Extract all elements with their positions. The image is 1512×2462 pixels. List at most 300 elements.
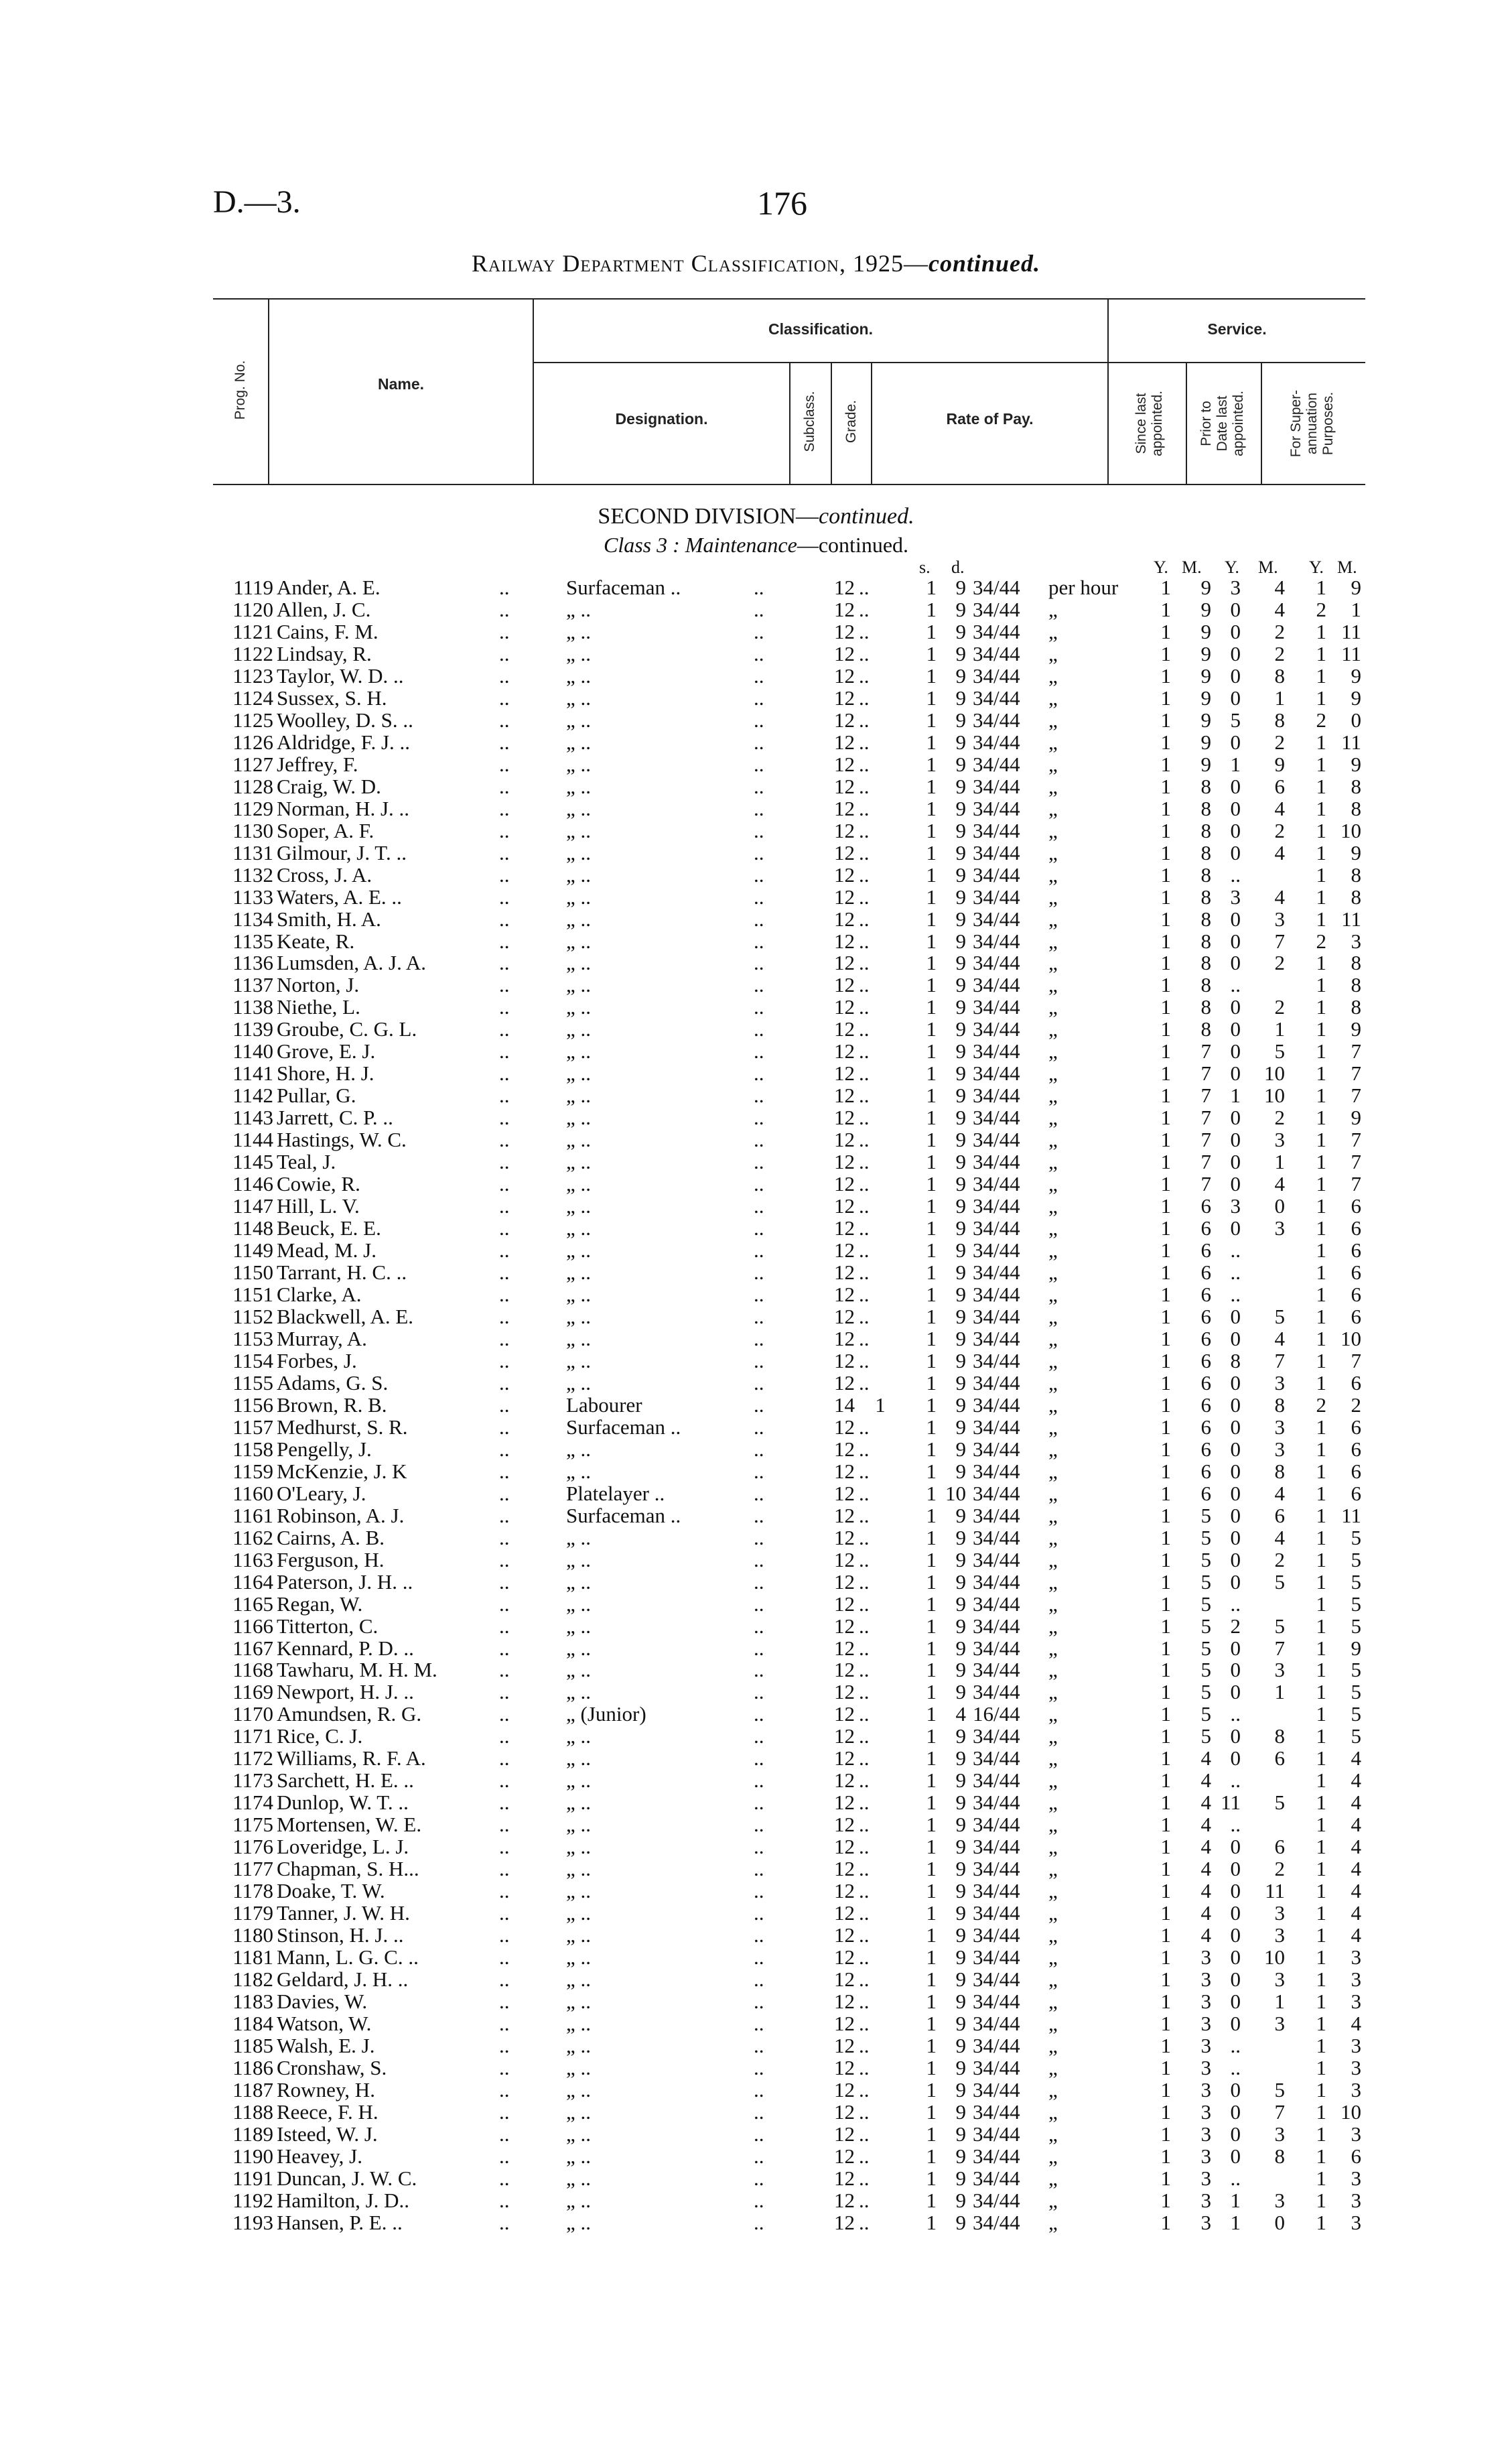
name-cell: Beuck, E. E. xyxy=(277,1216,381,1240)
leader-dots: .. xyxy=(859,774,870,798)
since-last-years-cell: 1 xyxy=(1160,686,1171,710)
designation-cell: „ .. xyxy=(566,1658,592,1682)
pay-pence-cell: 9 xyxy=(955,1392,966,1417)
prior-years-cell: 0 xyxy=(1230,619,1241,643)
prior-years-cell: .. xyxy=(1230,2033,1241,2057)
prior-years-cell: .. xyxy=(1230,2166,1241,2190)
since-last-years-cell: 1 xyxy=(1160,752,1171,776)
prior-years-cell: 0 xyxy=(1230,774,1241,798)
pay-shillings-cell: 1 xyxy=(926,576,937,599)
subclass-cell: 12 xyxy=(834,1525,855,1549)
unit-shillings: s. xyxy=(919,558,931,577)
name-cell: Hastings, W. C. xyxy=(277,1128,407,1152)
table-row xyxy=(0,1527,1512,1549)
pay-unit-cell: „ xyxy=(1048,663,1058,688)
name-cell: Clarke, A. xyxy=(277,1283,362,1306)
leader-dots: .. xyxy=(499,1503,510,1527)
superannuation-years-cell: 1 xyxy=(1316,1283,1326,1306)
superannuation-years-cell: 1 xyxy=(1316,1658,1326,1682)
name-cell: Grove, E. J. xyxy=(277,1039,376,1063)
leader-dots: .. xyxy=(499,2144,510,2168)
prior-years-cell: 5 xyxy=(1230,708,1241,732)
subclass-cell: 12 xyxy=(834,1415,855,1439)
pay-pence-cell: 9 xyxy=(955,752,966,776)
pay-fraction-cell: 34/44 xyxy=(973,1813,1020,1837)
designation-cell: „ .. xyxy=(566,2033,592,2057)
since-last-years-cell: 1 xyxy=(1160,951,1171,975)
superannuation-months-cell: 4 xyxy=(1351,1768,1361,1793)
pay-fraction-cell: 34/44 xyxy=(973,1106,1020,1130)
pay-fraction-cell: 34/44 xyxy=(973,641,1020,665)
prior-months-cell: 4 xyxy=(1274,1172,1285,1196)
name-cell: Sarchett, H. E. .. xyxy=(277,1768,414,1793)
prior-years-cell: 0 xyxy=(1230,995,1241,1019)
prior-years-cell: 0 xyxy=(1230,1216,1241,1240)
pay-unit-cell: „ xyxy=(1048,2166,1058,2190)
pay-unit-cell: „ xyxy=(1048,1525,1058,1549)
since-last-years-cell: 1 xyxy=(1160,663,1171,688)
name-cell: Paterson, J. H. .. xyxy=(277,1569,413,1594)
subclass-cell: 12 xyxy=(834,663,855,688)
leader-dots: .. xyxy=(499,1525,510,1549)
pay-pence-cell: 9 xyxy=(955,951,966,975)
subclass-cell: 12 xyxy=(834,1901,855,1925)
table-row xyxy=(0,1659,1512,1681)
pay-unit-cell: „ xyxy=(1048,619,1058,643)
since-last-months-cell: 3 xyxy=(1200,2055,1211,2079)
prog-no-cell: 1155 xyxy=(232,1370,273,1395)
pay-shillings-cell: 1 xyxy=(926,2033,937,2057)
prog-no-cell: 1149 xyxy=(232,1238,273,1262)
designation-cell: „ .. xyxy=(566,1128,592,1152)
table-row xyxy=(0,1990,1512,2012)
table-row xyxy=(0,1637,1512,1659)
pay-fraction-cell: 34/44 xyxy=(973,1348,1020,1372)
pay-pence-cell: 9 xyxy=(955,576,966,599)
designation-cell: „ .. xyxy=(566,663,592,688)
pay-unit-cell: „ xyxy=(1048,1967,1058,1992)
pay-shillings-cell: 1 xyxy=(926,1348,937,1372)
superannuation-years-cell: 1 xyxy=(1316,885,1326,909)
prog-no-cell: 1180 xyxy=(232,1923,273,1947)
prog-no-cell: 1181 xyxy=(232,1945,273,1969)
prior-months-cell: 3 xyxy=(1274,1370,1285,1395)
pay-fraction-cell: 34/44 xyxy=(973,1370,1020,1395)
prior-years-cell: 0 xyxy=(1230,929,1241,953)
prog-no-cell: 1120 xyxy=(232,597,273,621)
leader-dots: .. xyxy=(754,1746,764,1770)
superannuation-months-cell: 4 xyxy=(1351,1857,1361,1881)
pay-unit-cell: „ xyxy=(1048,2210,1058,2234)
table-row xyxy=(0,1571,1512,1593)
header-grade: Grade. xyxy=(843,399,859,444)
designation-cell: „ .. xyxy=(566,1260,592,1285)
since-last-years-cell: 1 xyxy=(1160,1437,1171,1461)
pay-shillings-cell: 1 xyxy=(926,862,937,887)
pay-fraction-cell: 34/44 xyxy=(973,1746,1020,1770)
prior-years-cell: 0 xyxy=(1230,907,1241,931)
subclass-cell: 14 xyxy=(834,1392,855,1417)
prog-no-cell: 1170 xyxy=(232,1702,273,1726)
designation-cell: Surfaceman .. xyxy=(566,1503,681,1527)
superannuation-months-cell: 4 xyxy=(1351,1923,1361,1947)
prior-months-cell: 8 xyxy=(1274,1459,1285,1483)
pay-shillings-cell: 1 xyxy=(926,1172,937,1196)
designation-cell: „ .. xyxy=(566,951,592,975)
prog-no-cell: 1176 xyxy=(232,1835,273,1859)
leader-dots: .. xyxy=(499,1923,510,1947)
since-last-years-cell: 1 xyxy=(1160,1283,1171,1306)
superannuation-years-cell: 1 xyxy=(1316,1901,1326,1925)
pay-fraction-cell: 34/44 xyxy=(973,951,1020,975)
leader-dots: .. xyxy=(499,862,510,887)
pay-shillings-cell: 1 xyxy=(926,1658,937,1682)
pay-fraction-cell: 34/44 xyxy=(973,576,1020,599)
pay-shillings-cell: 1 xyxy=(926,995,937,1019)
leader-dots: .. xyxy=(754,1791,764,1815)
superannuation-months-cell: 5 xyxy=(1351,1658,1361,1682)
superannuation-months-cell: 6 xyxy=(1351,2144,1361,2168)
designation-cell: „ .. xyxy=(566,907,592,931)
leader-dots: .. xyxy=(754,929,764,953)
table-row xyxy=(0,687,1512,709)
prog-no-cell: 1163 xyxy=(232,1547,273,1571)
name-cell: Forbes, J. xyxy=(277,1348,357,1372)
prog-no-cell: 1182 xyxy=(232,1967,273,1992)
pay-unit-cell: „ xyxy=(1048,1194,1058,1218)
leader-dots: .. xyxy=(754,1614,764,1638)
unit-years-3: Y. xyxy=(1309,558,1324,577)
prior-months-cell: 6 xyxy=(1274,1835,1285,1859)
leader-dots: .. xyxy=(499,1967,510,1992)
leader-dots: .. xyxy=(754,1768,764,1793)
pay-unit-cell: „ xyxy=(1048,907,1058,931)
pay-unit-cell: per hour xyxy=(1048,576,1119,599)
subclass-cell: 12 xyxy=(834,1194,855,1218)
designation-cell: „ .. xyxy=(566,885,592,909)
superannuation-years-cell: 1 xyxy=(1316,2055,1326,2079)
leader-dots: .. xyxy=(754,1525,764,1549)
prior-months-cell: 1 xyxy=(1274,1990,1285,2013)
since-last-years-cell: 1 xyxy=(1160,1481,1171,1505)
pay-pence-cell: 9 xyxy=(955,1636,966,1660)
table-row xyxy=(0,1791,1512,1813)
pay-shillings-cell: 1 xyxy=(926,1481,937,1505)
leader-dots: .. xyxy=(754,840,764,864)
since-last-months-cell: 7 xyxy=(1200,1150,1211,1174)
since-last-years-cell: 1 xyxy=(1160,1791,1171,1815)
table-row xyxy=(0,1725,1512,1747)
name-cell: Woolley, D. S. .. xyxy=(277,708,413,732)
pay-pence-cell: 9 xyxy=(955,686,966,710)
prog-no-cell: 1187 xyxy=(232,2077,273,2101)
header-since-last-appointed: Since last appointed. xyxy=(1133,390,1165,457)
pay-pence-cell: 9 xyxy=(955,1990,966,2013)
pay-fraction-cell: 34/44 xyxy=(973,686,1020,710)
since-last-months-cell: 9 xyxy=(1200,708,1211,732)
leader-dots: .. xyxy=(859,1658,870,1682)
leader-dots: .. xyxy=(754,730,764,754)
leader-dots: .. xyxy=(859,907,870,931)
name-cell: Robinson, A. J. xyxy=(277,1503,405,1527)
leader-dots: .. xyxy=(754,1481,764,1505)
pay-shillings-cell: 1 xyxy=(926,1128,937,1152)
prior-years-cell: 0 xyxy=(1230,1326,1241,1350)
pay-fraction-cell: 34/44 xyxy=(973,862,1020,887)
header-subrule xyxy=(534,362,1365,363)
designation-cell: „ .. xyxy=(566,1592,592,1616)
pay-unit-cell: „ xyxy=(1048,1547,1058,1571)
subclass-cell: 12 xyxy=(834,641,855,665)
superannuation-months-cell: 6 xyxy=(1351,1304,1361,1328)
header-prog-no: Prog. No. xyxy=(232,360,248,420)
leader-dots: .. xyxy=(499,1636,510,1660)
superannuation-years-cell: 1 xyxy=(1316,2144,1326,2168)
superannuation-months-cell: 6 xyxy=(1351,1370,1361,1395)
pay-fraction-cell: 34/44 xyxy=(973,1415,1020,1439)
page-title xyxy=(0,249,1512,277)
since-last-months-cell: 3 xyxy=(1200,2033,1211,2057)
pay-fraction-cell: 34/44 xyxy=(973,597,1020,621)
prog-no-cell: 1140 xyxy=(232,1039,273,1063)
leader-dots: .. xyxy=(859,1702,870,1726)
leader-dots: .. xyxy=(859,1503,870,1527)
pay-shillings-cell: 1 xyxy=(926,686,937,710)
prior-years-cell: .. xyxy=(1230,862,1241,887)
superannuation-years-cell: 1 xyxy=(1316,730,1326,754)
leader-dots: .. xyxy=(754,1128,764,1152)
leader-dots: .. xyxy=(499,818,510,842)
leader-dots: .. xyxy=(499,663,510,688)
since-last-months-cell: 8 xyxy=(1200,862,1211,887)
name-cell: Hamilton, J. D.. xyxy=(277,2188,410,2212)
name-cell: Gilmour, J. T. .. xyxy=(277,840,407,864)
since-last-months-cell: 3 xyxy=(1200,2188,1211,2212)
subclass-cell: 12 xyxy=(834,1945,855,1969)
table-row xyxy=(0,1769,1512,1791)
superannuation-years-cell: 1 xyxy=(1316,840,1326,864)
table-row xyxy=(0,1924,1512,1946)
pay-fraction-cell: 34/44 xyxy=(973,752,1020,776)
since-last-years-cell: 1 xyxy=(1160,774,1171,798)
leader-dots: .. xyxy=(754,1658,764,1682)
superannuation-years-cell: 1 xyxy=(1316,1592,1326,1616)
prior-months-cell: 2 xyxy=(1274,1547,1285,1571)
prior-months-cell: 2 xyxy=(1274,730,1285,754)
leader-dots: .. xyxy=(754,1835,764,1859)
prior-months-cell: 2 xyxy=(1274,818,1285,842)
name-cell: Tanner, J. W. H. xyxy=(277,1901,410,1925)
superannuation-months-cell: 3 xyxy=(1351,2166,1361,2190)
superannuation-months-cell: 6 xyxy=(1351,1283,1361,1306)
prior-months-cell: 4 xyxy=(1274,1326,1285,1350)
pay-fraction-cell: 34/44 xyxy=(973,1238,1020,1262)
prog-no-cell: 1139 xyxy=(232,1017,273,1041)
leader-dots: .. xyxy=(859,1128,870,1152)
leader-dots: .. xyxy=(859,1084,870,1108)
prior-years-cell: 3 xyxy=(1230,1194,1241,1218)
designation-cell: „ .. xyxy=(566,1857,592,1881)
pay-unit-cell: „ xyxy=(1048,1238,1058,1262)
pay-fraction-cell: 34/44 xyxy=(973,1061,1020,1086)
leader-dots: .. xyxy=(754,2011,764,2035)
leader-dots: .. xyxy=(859,1437,870,1461)
name-cell: Titterton, C. xyxy=(277,1614,379,1638)
pay-shillings-cell: 1 xyxy=(926,597,937,621)
leader-dots: .. xyxy=(499,752,510,776)
since-last-months-cell: 9 xyxy=(1200,619,1211,643)
subclass-cell: 12 xyxy=(834,1724,855,1748)
prog-no-cell: 1124 xyxy=(232,686,273,710)
division-continued: continued. xyxy=(819,504,914,529)
table-row xyxy=(0,1084,1512,1106)
subclass-cell: 12 xyxy=(834,1128,855,1152)
superannuation-months-cell: 9 xyxy=(1351,576,1361,599)
pay-fraction-cell: 34/44 xyxy=(973,1150,1020,1174)
unit-years-2: Y. xyxy=(1225,558,1239,577)
name-cell: Rowney, H. xyxy=(277,2077,375,2101)
superannuation-months-cell: 7 xyxy=(1351,1348,1361,1372)
prior-months-cell: 8 xyxy=(1274,663,1285,688)
prior-years-cell: 0 xyxy=(1230,1724,1241,1748)
subclass-cell: 12 xyxy=(834,1084,855,1108)
leader-dots: .. xyxy=(499,1283,510,1306)
superannuation-months-cell: 4 xyxy=(1351,1746,1361,1770)
subclass-cell: 12 xyxy=(834,1680,855,1704)
since-last-years-cell: 1 xyxy=(1160,1238,1171,1262)
pay-unit-cell: „ xyxy=(1048,1636,1058,1660)
since-last-years-cell: 1 xyxy=(1160,1547,1171,1571)
since-last-years-cell: 1 xyxy=(1160,1967,1171,1992)
header-classification: Classification. xyxy=(768,320,873,338)
subclass-cell: 12 xyxy=(834,840,855,864)
prior-months-cell: 3 xyxy=(1274,1901,1285,1925)
since-last-years-cell: 1 xyxy=(1160,2033,1171,2057)
leader-dots: .. xyxy=(859,641,870,665)
table-row xyxy=(0,775,1512,797)
superannuation-years-cell: 1 xyxy=(1316,1614,1326,1638)
prior-months-cell: 10 xyxy=(1264,1084,1285,1108)
since-last-months-cell: 3 xyxy=(1200,2077,1211,2101)
name-cell: Medhurst, S. R. xyxy=(277,1415,408,1439)
since-last-years-cell: 1 xyxy=(1160,2210,1171,2234)
superannuation-months-cell: 9 xyxy=(1351,1017,1361,1041)
subclass-cell: 12 xyxy=(834,1990,855,2013)
prior-years-cell: 0 xyxy=(1230,1658,1241,1682)
unit-months-1: M. xyxy=(1182,558,1202,577)
prior-years-cell: .. xyxy=(1230,1813,1241,1837)
prior-months-cell: 1 xyxy=(1274,1150,1285,1174)
pay-unit-cell: „ xyxy=(1048,1990,1058,2013)
pay-shillings-cell: 1 xyxy=(926,708,937,732)
header-top-rule xyxy=(213,298,1365,300)
table-row xyxy=(0,1106,1512,1128)
since-last-years-cell: 1 xyxy=(1160,840,1171,864)
prog-no-cell: 1143 xyxy=(232,1106,273,1130)
since-last-months-cell: 4 xyxy=(1200,1746,1211,1770)
superannuation-months-cell: 11 xyxy=(1341,619,1361,643)
prog-no-cell: 1138 xyxy=(232,995,273,1019)
pay-unit-cell: „ xyxy=(1048,1039,1058,1063)
subclass-cell: 12 xyxy=(834,1768,855,1793)
superannuation-years-cell: 1 xyxy=(1316,1128,1326,1152)
page-number: 176 xyxy=(757,184,807,222)
subclass-cell: 12 xyxy=(834,1923,855,1947)
pay-pence-cell: 9 xyxy=(955,1503,966,1527)
leader-dots: .. xyxy=(754,885,764,909)
table-row xyxy=(0,1593,1512,1615)
leader-dots: .. xyxy=(499,1370,510,1395)
superannuation-years-cell: 1 xyxy=(1316,995,1326,1019)
subclass-cell: 12 xyxy=(834,1547,855,1571)
pay-unit-cell: „ xyxy=(1048,2077,1058,2101)
leader-dots: .. xyxy=(859,796,870,820)
prog-no-cell: 1161 xyxy=(232,1503,273,1527)
pay-pence-cell: 9 xyxy=(955,818,966,842)
superannuation-years-cell: 1 xyxy=(1316,1503,1326,1527)
pay-pence-cell: 9 xyxy=(955,2122,966,2146)
leader-dots: .. xyxy=(859,2210,870,2234)
designation-cell: „ .. xyxy=(566,1746,592,1770)
since-last-years-cell: 1 xyxy=(1160,1658,1171,1682)
table-row xyxy=(0,576,1512,598)
pay-pence-cell: 9 xyxy=(955,1283,966,1306)
prior-years-cell: 0 xyxy=(1230,1569,1241,1594)
superannuation-years-cell: 1 xyxy=(1316,1061,1326,1086)
pay-fraction-cell: 34/44 xyxy=(973,840,1020,864)
table-row xyxy=(0,1195,1512,1217)
designation-cell: „ .. xyxy=(566,1768,592,1793)
superannuation-years-cell: 2 xyxy=(1316,929,1326,953)
pay-unit-cell: „ xyxy=(1048,1061,1058,1086)
pay-unit-cell: „ xyxy=(1048,1216,1058,1240)
pay-shillings-cell: 1 xyxy=(926,1813,937,1837)
table-row xyxy=(0,1372,1512,1394)
pay-fraction-cell: 34/44 xyxy=(973,1304,1020,1328)
superannuation-months-cell: 5 xyxy=(1351,1525,1361,1549)
superannuation-months-cell: 10 xyxy=(1341,1326,1361,1350)
leader-dots: .. xyxy=(754,1172,764,1196)
leader-dots: .. xyxy=(859,995,870,1019)
leader-dots: .. xyxy=(754,1392,764,1417)
superannuation-months-cell: 5 xyxy=(1351,1614,1361,1638)
since-last-months-cell: 3 xyxy=(1200,2144,1211,2168)
prior-years-cell: 0 xyxy=(1230,1636,1241,1660)
name-cell: Mead, M. J. xyxy=(277,1238,376,1262)
pay-shillings-cell: 1 xyxy=(926,2055,937,2079)
header-prior-to-date: Prior to Date last appointed. xyxy=(1198,390,1246,457)
leader-dots: .. xyxy=(499,929,510,953)
subclass-cell: 12 xyxy=(834,1614,855,1638)
since-last-years-cell: 1 xyxy=(1160,1945,1171,1969)
pay-unit-cell: „ xyxy=(1048,1106,1058,1130)
prog-no-cell: 1168 xyxy=(232,1658,273,1682)
leader-dots: .. xyxy=(859,1746,870,1770)
prior-months-cell: 4 xyxy=(1274,840,1285,864)
pay-shillings-cell: 1 xyxy=(926,818,937,842)
table-row xyxy=(0,2211,1512,2233)
prog-no-cell: 1150 xyxy=(232,1260,273,1285)
designation-cell: „ .. xyxy=(566,752,592,776)
designation-cell: „ .. xyxy=(566,1901,592,1925)
superannuation-years-cell: 1 xyxy=(1316,951,1326,975)
superannuation-months-cell: 6 xyxy=(1351,1216,1361,1240)
pay-pence-cell: 9 xyxy=(955,1150,966,1174)
since-last-years-cell: 1 xyxy=(1160,1370,1171,1395)
pay-pence-cell: 9 xyxy=(955,1680,966,1704)
since-last-years-cell: 1 xyxy=(1160,1835,1171,1859)
leader-dots: .. xyxy=(499,1017,510,1041)
